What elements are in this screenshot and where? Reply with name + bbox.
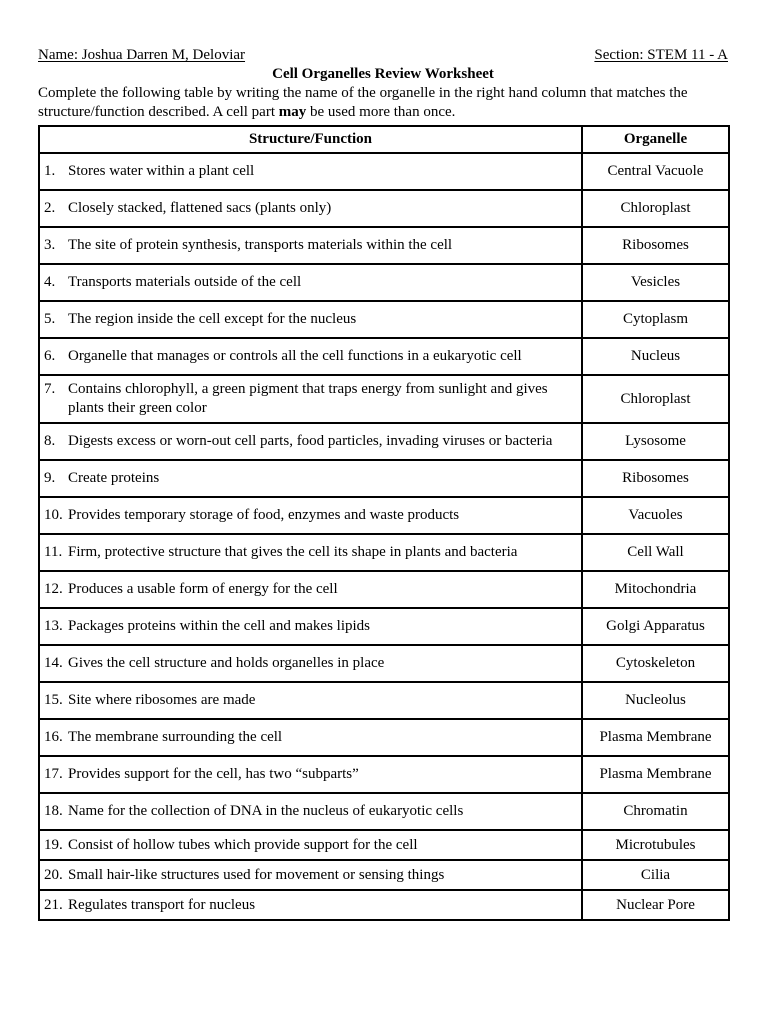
structure-function-text: Stores water within a plant cell [68, 163, 255, 179]
structure-function-text: Small hair-like structures used for movement or sensing things [68, 866, 445, 883]
table-row [39, 264, 729, 301]
row-number: 6. [44, 348, 56, 364]
table-row [39, 682, 729, 719]
structure-function-text: Create proteins [68, 470, 160, 486]
structure-function-cell [39, 534, 582, 571]
instructions-before: Complete the following table by writing the name of the organelle in the right hand column that matches the structure/function described. A cell part [38, 85, 688, 120]
structure-function-text: The region inside the cell except for the nucleus [68, 311, 357, 327]
table-row [39, 571, 729, 608]
structure-function-text: The membrane surrounding the cell [68, 729, 283, 745]
organelle-cell: Plasma Membrane [582, 719, 729, 756]
organelle-cell: Cilia [582, 860, 729, 890]
structure-function-text: Digests excess or worn-out cell parts, food particles, invading viruses or bacteria [68, 433, 553, 449]
organelle-cell: Vesicles [582, 264, 729, 301]
structure-function-cell [39, 497, 582, 534]
organelle-cell: Golgi Apparatus [582, 608, 729, 645]
table-row [39, 227, 729, 264]
structure-function-text: Name for the collection of DNA in the nucleus of eukaryotic cells [68, 803, 464, 819]
structure-function-text: Produces a usable form of energy for the cell [68, 581, 338, 597]
table-row [39, 301, 729, 338]
table-row [39, 756, 729, 793]
organelle-cell: Cytoskeleton [582, 645, 729, 682]
table-row [39, 645, 729, 682]
row-number: 16. [44, 729, 63, 745]
section-field: Section: STEM 11 - A [594, 47, 728, 63]
row-number: 18. [44, 803, 63, 819]
name-field: Name: Joshua Darren M, Deloviar [38, 47, 246, 63]
row-number: 7. [44, 381, 56, 397]
structure-function-cell [39, 890, 582, 920]
organelle-cell: Ribosomes [582, 227, 729, 264]
table-row [39, 860, 729, 890]
structure-function-cell [39, 860, 582, 890]
row-number: 3. [44, 237, 56, 253]
organelle-cell: Plasma Membrane [582, 756, 729, 793]
row-number: 14. [44, 655, 63, 671]
row-number: 11. [44, 544, 63, 560]
structure-function-cell [39, 190, 582, 227]
structure-function-cell [39, 227, 582, 264]
instructions-bold-word: may [278, 104, 307, 120]
structure-function-text: Regulates transport for nucleus [68, 896, 256, 913]
structure-function-text: Firm, protective structure that gives the cell its shape in plants and bacteria [68, 544, 518, 560]
table-row [39, 375, 729, 423]
table-header-row [39, 126, 729, 153]
row-number: 13. [44, 618, 63, 634]
row-number: 8. [44, 433, 56, 449]
row-number: 17. [44, 766, 63, 782]
organelle-cell: Nucleus [582, 338, 729, 375]
row-number: 19. [44, 836, 63, 853]
instructions-after: be used more than once. [306, 104, 456, 120]
structure-function-text: Packages proteins within the cell and makes lipids [68, 618, 371, 634]
table-row [39, 190, 729, 227]
structure-function-cell [39, 423, 582, 460]
instructions-text [38, 84, 728, 122]
structure-function-cell [39, 460, 582, 497]
header-line [38, 46, 728, 64]
structure-function-cell [39, 338, 582, 375]
structure-function-cell [39, 719, 582, 756]
organelle-cell: Vacuoles [582, 497, 729, 534]
structure-function-cell [39, 830, 582, 860]
structure-function-column-header: Structure/Function [39, 126, 582, 153]
row-number: 15. [44, 692, 63, 708]
table-row [39, 423, 729, 460]
structure-function-cell [39, 301, 582, 338]
structure-function-text: Organelle that manages or controls all the cell functions in a eukaryotic cell [68, 348, 522, 364]
organelle-table [38, 125, 730, 921]
structure-function-cell [39, 153, 582, 190]
row-number: 10. [44, 507, 63, 523]
table-row [39, 719, 729, 756]
row-number: 21. [44, 896, 63, 913]
table-row [39, 153, 729, 190]
structure-function-cell [39, 793, 582, 830]
structure-function-cell [39, 375, 582, 423]
organelle-cell: Chloroplast [582, 190, 729, 227]
row-number: 1. [44, 163, 56, 179]
organelle-cell: Mitochondria [582, 571, 729, 608]
organelle-column-header: Organelle [582, 126, 729, 153]
organelle-cell: Chloroplast [582, 375, 729, 423]
structure-function-text: Consist of hollow tubes which provide support for the cell [68, 836, 418, 853]
organelle-cell: Cell Wall [582, 534, 729, 571]
row-number: 12. [44, 581, 63, 597]
table-row [39, 830, 729, 860]
table-body [39, 153, 729, 920]
table-row [39, 608, 729, 645]
structure-function-cell [39, 608, 582, 645]
row-number: 2. [44, 200, 56, 216]
table-row [39, 460, 729, 497]
structure-function-cell [39, 682, 582, 719]
structure-function-cell [39, 264, 582, 301]
organelle-cell: Ribosomes [582, 460, 729, 497]
table-row [39, 338, 729, 375]
organelle-cell: Nuclear Pore [582, 890, 729, 920]
table-row [39, 497, 729, 534]
row-number: 9. [44, 470, 56, 486]
table-row [39, 534, 729, 571]
structure-function-text: Contains chlorophyll, a green pigment that traps energy from sunlight and gives plants their green color [68, 381, 548, 416]
organelle-cell: Lysosome [582, 423, 729, 460]
organelle-cell: Central Vacuole [582, 153, 729, 190]
structure-function-text: Transports materials outside of the cell [68, 274, 302, 290]
structure-function-cell [39, 756, 582, 793]
structure-function-text: Closely stacked, flattened sacs (plants only) [68, 200, 332, 216]
row-number: 20. [44, 866, 63, 883]
organelle-cell: Microtubules [582, 830, 729, 860]
row-number: 4. [44, 274, 56, 290]
structure-function-text: Provides support for the cell, has two “subparts” [68, 766, 359, 782]
structure-function-text: The site of protein synthesis, transports materials within the cell [68, 237, 453, 253]
row-number: 5. [44, 311, 56, 327]
structure-function-text: Site where ribosomes are made [68, 692, 256, 708]
table-row [39, 793, 729, 830]
organelle-cell: Nucleolus [582, 682, 729, 719]
structure-function-cell [39, 571, 582, 608]
structure-function-cell [39, 645, 582, 682]
structure-function-text: Provides temporary storage of food, enzymes and waste products [68, 507, 460, 523]
structure-function-text: Gives the cell structure and holds organelles in place [68, 655, 385, 671]
table-row [39, 890, 729, 920]
page-title: Cell Organelles Review Worksheet [272, 66, 494, 82]
organelle-cell: Chromatin [582, 793, 729, 830]
organelle-cell: Cytoplasm [582, 301, 729, 338]
